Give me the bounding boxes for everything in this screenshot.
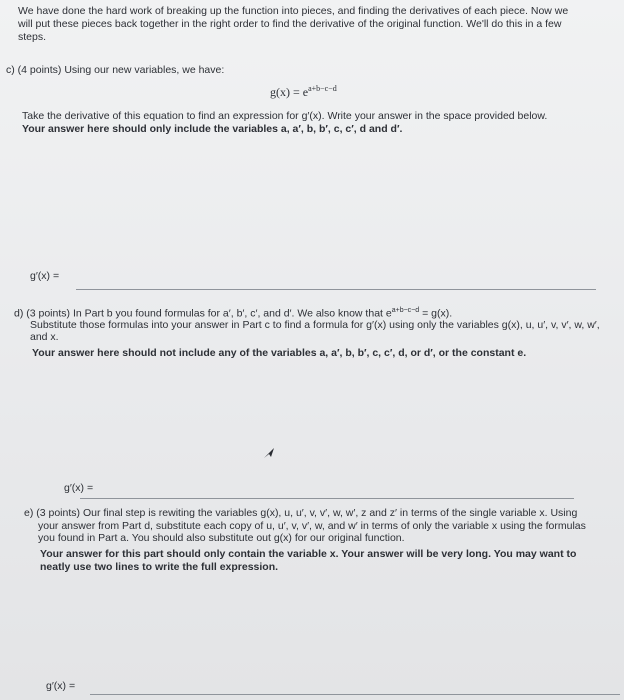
part-e-line-1: e) (3 points) Our final step is rewiting the variables g(x), u, u′, v, v′, w, w′, z and z′ in terms of the single variable x. Using <box>24 507 578 519</box>
part-c-equation <box>270 84 337 100</box>
part-e-line-3: you found in Part a. You should also substitute out g(x) for our original function. <box>38 532 405 544</box>
part-c-equation-exponent: a+b−c−d <box>308 84 337 93</box>
part-e-line-4: Your answer for this part should only contain the variable x. Your answer will be very long. You may want to <box>40 548 577 560</box>
part-c-answer-line[interactable] <box>76 289 596 290</box>
part-d-line-1-end: = g(x). <box>422 307 453 320</box>
part-c-instruction-1: Take the derivative of this equation to find an expression for g′(x). Write your answer in the space provided below. <box>22 110 548 122</box>
part-e-line-2: your answer from Part d, substitute each copy of u, u′, v, v′, w, and w′ in terms of only the variable x using the formulas <box>38 520 586 532</box>
part-d-line-2: Substitute those formulas into your answer in Part c to find a formula for g′(x) using only the variables g(x), u, u′, v, v′, w, w′, <box>30 319 600 331</box>
part-d-line-1-exponent: a+b−c−d <box>391 307 420 314</box>
part-e-line-5: neatly use two lines to write the full expression. <box>40 561 279 573</box>
part-e-answer-line[interactable] <box>90 694 620 695</box>
part-c-equation-base: g(x) = e <box>270 85 309 99</box>
part-c-heading: c) (4 points) Using our new variables, we have: <box>6 64 225 76</box>
part-c-instruction-2: Your answer here should only include the variables a, a′, b, b′, c, c′, d and d′. <box>22 123 403 135</box>
mouse-cursor-icon <box>262 446 276 460</box>
intro-line-3: steps. <box>18 31 47 43</box>
part-d-line-4: Your answer here should not include any of the variables a, a′, b, b′, c, c′, d, or d′, or the constant e. <box>32 347 527 359</box>
intro-line-2: will put these pieces back together in the right order to find the derivative of the original function. We'll do this in a few <box>18 18 562 30</box>
part-d-line-1-text: d) (3 points) In Part b you found formulas for a′, b′, c′, and d′. We also know that e <box>14 307 392 320</box>
part-e-answer-label: g′(x) = <box>46 680 76 692</box>
part-d-answer-label: g′(x) = <box>64 482 94 494</box>
intro-line-1: We have done the hard work of breaking up the function into pieces, and finding the derivatives of each piece. Now we <box>18 5 569 17</box>
part-d-line-3: and x. <box>30 331 59 343</box>
part-c-answer-label: g′(x) = <box>30 270 60 282</box>
part-d-answer-line[interactable] <box>80 498 574 499</box>
